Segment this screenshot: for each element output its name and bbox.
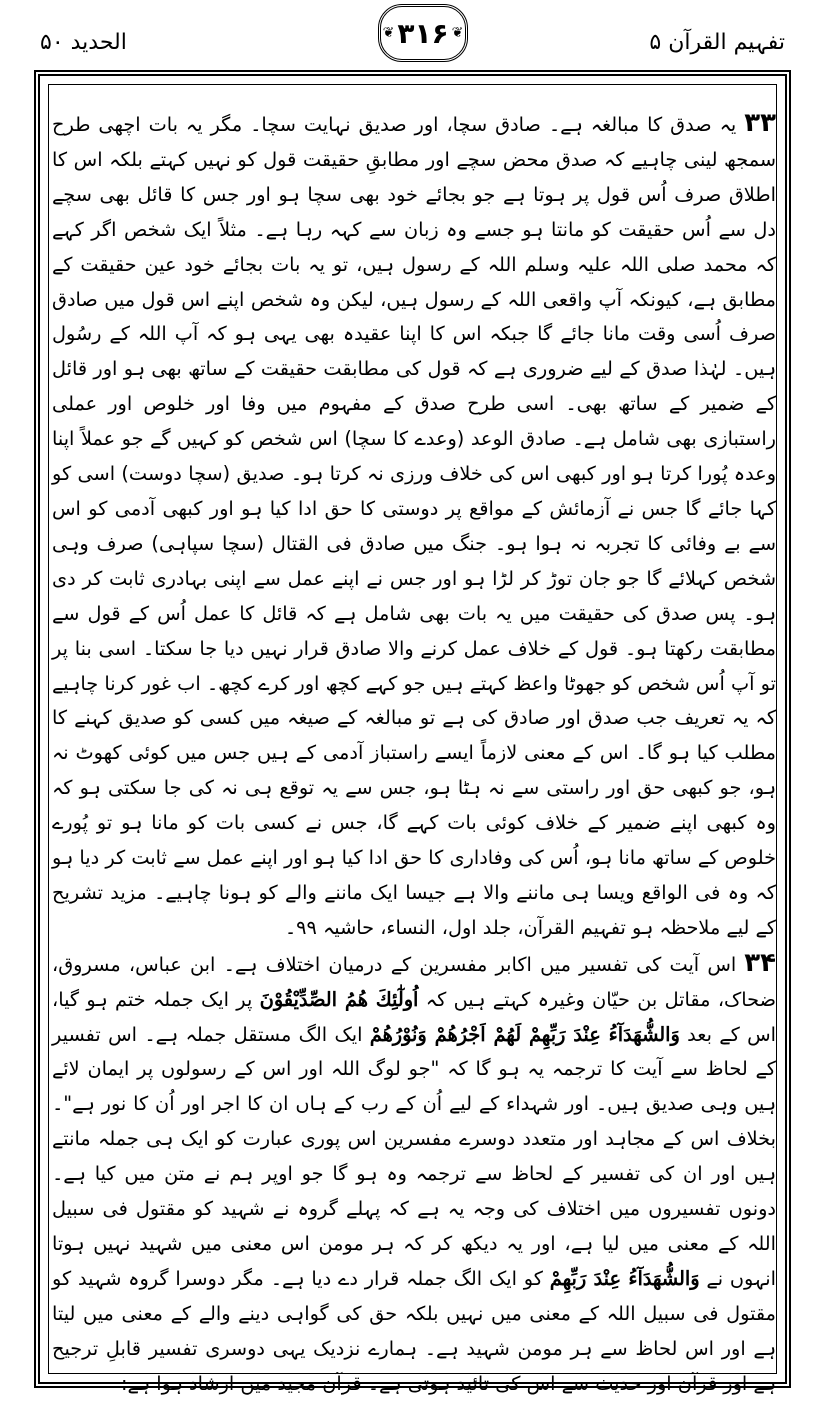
- ornament-icon: ❦: [382, 25, 395, 41]
- page-number: ۳۱۶: [397, 16, 449, 50]
- note-number: ۳۳: [744, 108, 776, 138]
- quran-quote: وَالشُّهَدَآءُ عِنْدَ رَبِّهِمْ لَهُمْ اَجْرُهُمْ وَنُوْرُهُمْ: [369, 1022, 680, 1046]
- page-header: [0, 0, 825, 70]
- quran-quote: وَالشُّهَدَآءُ عِنْدَ رَبِّهِمْ: [549, 1266, 700, 1290]
- page-number-badge: [378, 4, 468, 62]
- ornament-icon: ❦: [451, 25, 464, 41]
- surah-reference: الحدید ۵۰: [40, 30, 127, 55]
- note-text: یہ صدق کا مبالغہ ہے۔ صادق سچا، اور صدیق نہایت سچا۔ مگر یہ بات اچھی طرح سمجھ لینی چاہیے کہ صدق محض سچے اور مطابقِ حقیقت قول کو نہیں کہتے بلکہ اس کا اطلاق صرف اُس قول پر ہوتا ہے جو بجائے خود بھی سچا ہو اور جس کا قائل بھی سچے دل سے اُس حقیقت کو مانتا ہو جسے وہ زبان سے کہہ رہا ہے۔ مثلاً ایک شخص اگر کہے کہ محمد صلی اللہ علیہ وسلم اللہ کے رسول ہیں، تو یہ بات بجائے خود عین حقیقت کے مطابق ہے، کیونکہ آپ واقعی اللہ کے رسول ہیں، لیکن وہ شخص اپنے اس قول میں صادق صرف اُسی وقت مانا جائے گا جبکہ اس کا اپنا عقیدہ بھی یہی ہو کہ آپ اللہ کے رسُول ہیں۔ لہٰذا صدق کے لیے ضروری ہے کہ قول کی مطابقت حقیقت کے ساتھ بھی ہو اور قائل کے ضمیر کے ساتھ بھی۔ اسی طرح صدق کے مفہوم میں وفا اور خلوص اور عملی راستبازی بھی شامل ہے۔ صادق الوعد (وعدے کا سچا) اس شخص کو کہیں گے جو عملاً اپنا وعدہ پُورا کرتا ہو اور کبھی اس کی خلاف ورزی نہ کرتا ہو۔ صدیق (سچا دوست) اسی کو کہا جائے گا جس نے آزمائش کے مواقع پر دوستی کا حق ادا کیا ہو اور کبھی آدمی کو اس سے بے وفائی کا تجربہ نہ ہوا ہو۔ جنگ میں صادق فی القتال (سچا سپاہی) صرف وہی شخص کہلائے گا جو جان توڑ کر لڑا ہو اور جس نے اپنے عمل سے اپنی بہادری ثابت کر دی ہو۔ پس صدق کی حقیقت میں یہ بات بھی شامل ہے کہ قائل کا عمل اُس کے قول سے مطابقت رکھتا ہو۔ قول کے خلاف عمل کرنے والا صادق قرار نہیں دیا جا سکتا۔ اسی بنا پر تو آپ اُس شخص کو جھوٹا واعظ کہتے ہیں جو کہے کچھ اور کرے کچھ۔ اب غور کرنا چاہیے کہ یہ تعریف جب صدق اور صادق کی ہے تو مبالغہ کے صیغہ میں کسی کو صدیق کہنے کا مطلب کیا ہو گا۔ اس کے معنی لازماً ایسے راستباز آدمی کے ہیں جس میں کوئی کھوٹ نہ ہو، جو کبھی حق اور راستی سے نہ ہٹا ہو، جس سے یہ توقع ہی نہ کی جا سکتی ہو کہ وہ کبھی اپنے ضمیر کے خلاف کوئی بات کہے گا، جس نے کسی بات کو مانا ہو تو پُورے خلوص کے ساتھ مانا ہو، اُس کی وفاداری کا حق ادا کیا ہو اور اپنے عمل سے ثابت کر دیا ہو کہ وہ فی الواقع ویسا ہی ماننے والا ہے جیسا ایک ماننے والے کو ہونا چاہیے۔ مزید تشریح کے لیے ملاحظہ ہو تفہیم القرآن، جلد اول، النساء، حاشیہ ۹۹۔: [52, 113, 776, 939]
- book-title: تفہیم القرآن ۵: [649, 30, 785, 55]
- quran-quote: اُولٰٓئِكَ هُمُ الصِّدِّيْقُوْنَ: [259, 987, 419, 1011]
- note-33: [52, 106, 776, 946]
- note-34: [52, 946, 776, 1402]
- note-number: ۳۴: [744, 947, 776, 978]
- note-text: ایک الگ مستقل جملہ ہے۔ اس تفسیر کے لحاظ سے آیت کا ترجمہ یہ ہو گا کہ "جو لوگ اللہ اور اس کے رسولوں پر ایمان لائے ہیں وہی صدیق ہیں۔ اور شہداء کے لیے اُن کے رب کے ہاں ان کا اجر اور اُن کا نور ہے"۔ بخلاف اس کے مجاہد اور متعدد دوسرے مفسرین اس پوری عبارت کو ایک ہی جملہ مانتے ہیں اور ان کی تفسیر کے لحاظ سے ترجمہ وہ ہو گا جو اوپر ہم نے متن میں کیا ہے۔ دونوں تفسیروں میں اختلاف کی وجہ یہ ہے کہ پہلے گروہ نے شہید کو مقتول فی سبیل اللہ کے معنی میں لیا ہے، اور یہ دیکھ کر کہ ہر مومن اس معنی میں شہید نہیں ہوتا انہوں نے: [52, 1022, 777, 1290]
- note-text: پر ایک جملہ ختم ہو گیا، اس کے بعد: [52, 987, 776, 1046]
- commentary-body: [52, 106, 776, 1402]
- note-text: کو ایک الگ جملہ قرار دے دیا ہے۔ مگر دوسرا گروہ شہید کو مقتول فی سبیل اللہ کے معنی میں نہیں بلکہ حق کی گواہی دینے والے کے معنی میں لیتا ہے اور اس لحاظ سے ہر مومن شہید ہے۔ ہمارے نزدیک یہی دوسری تفسیر قابلِ ترجیح ہے اور قرآن اور حدیث سے اس کی تائید ہوتی ہے۔ قرآن مجید میں ارشاد ہوا ہے:: [52, 1266, 776, 1395]
- note-text: اس آیت کی تفسیر میں اکابر مفسرین کے درمیان اختلاف ہے۔ ابن عباس، مسروق، ضحاک، مقاتل بن حیّان وغیرہ کہتے ہیں کہ: [52, 952, 777, 1011]
